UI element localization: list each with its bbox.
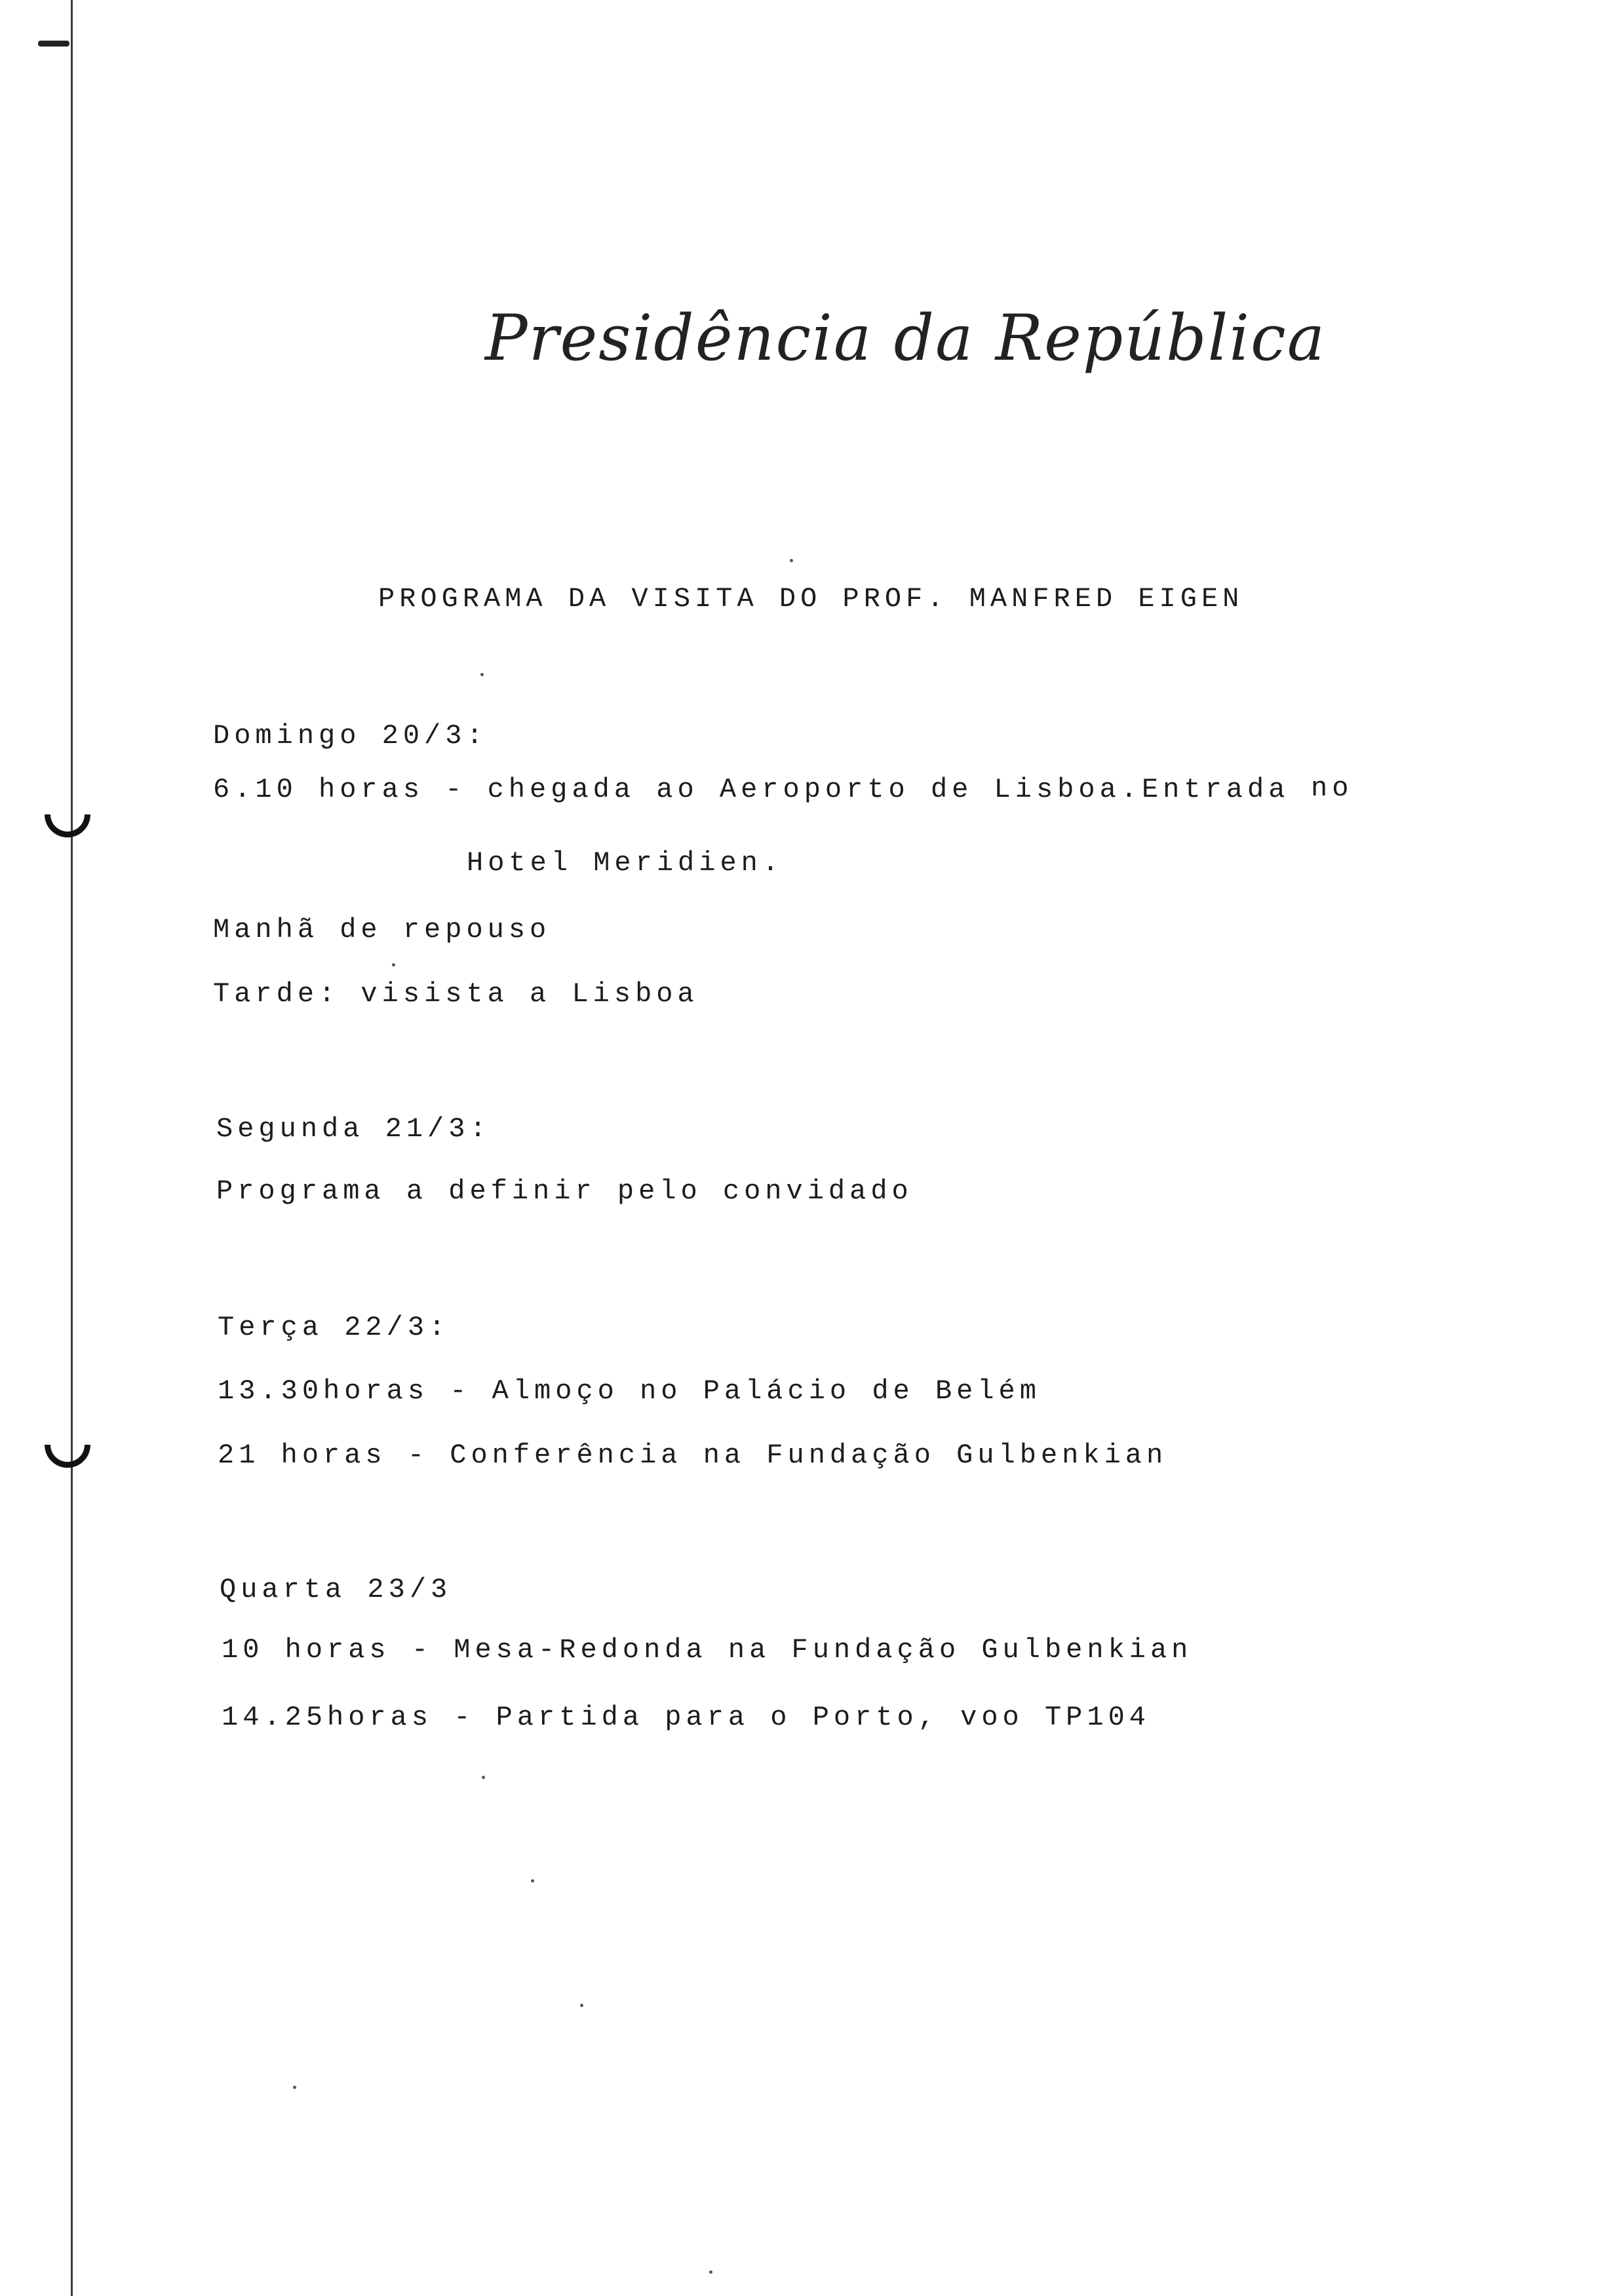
sunday-arrival: 6.10 horas - chegada ao Aeroporto de Lisboa.Entrada: [213, 774, 1290, 805]
binding-margin-line: [71, 0, 73, 2296]
letterhead-presidencia: Presidência da República: [485, 301, 1327, 375]
sunday-afternoon: Tarde: visista a Lisboa: [213, 978, 699, 1010]
paper-speck: [480, 673, 484, 676]
punch-hole-top: [35, 782, 100, 847]
sunday-arrival-tail: no: [1311, 773, 1353, 804]
sunday-heading: Domingo 20/3:: [213, 720, 488, 752]
document-title: PROGRAMA DA VISITA DO PROF. MANFRED EIGEN: [378, 583, 1244, 615]
punch-hole-bottom: [35, 1413, 100, 1478]
wednesday-heading: Quarta 23/3: [220, 1574, 452, 1605]
wednesday-departure: 14.25horas - Partida para o Porto, voo TP104: [222, 1702, 1150, 1733]
wednesday-roundtable: 10 horas - Mesa-Redonda na Fundação Gulbenkian: [222, 1634, 1193, 1666]
margin-mark: [38, 41, 69, 47]
sunday-hotel: Hotel Meridien.: [467, 847, 784, 879]
paper-speck: [392, 963, 395, 966]
paper-speck: [790, 559, 793, 562]
tuesday-lunch: 13.30horas - Almoço no Palácio de Belém: [218, 1375, 1041, 1407]
paper-speck: [482, 1776, 485, 1779]
tuesday-heading: Terça 22/3:: [218, 1312, 450, 1343]
monday-heading: Segunda 21/3:: [216, 1113, 491, 1145]
monday-program: Programa a definir pelo convidado: [216, 1176, 913, 1207]
paper-speck: [580, 2004, 583, 2007]
paper-speck: [293, 2086, 296, 2089]
sunday-morning: Manhã de repouso: [213, 914, 551, 946]
tuesday-conference: 21 horas - Conferência na Fundação Gulbenkian: [218, 1440, 1168, 1471]
paper-speck: [531, 1879, 534, 1883]
paper-speck: [709, 2270, 712, 2274]
